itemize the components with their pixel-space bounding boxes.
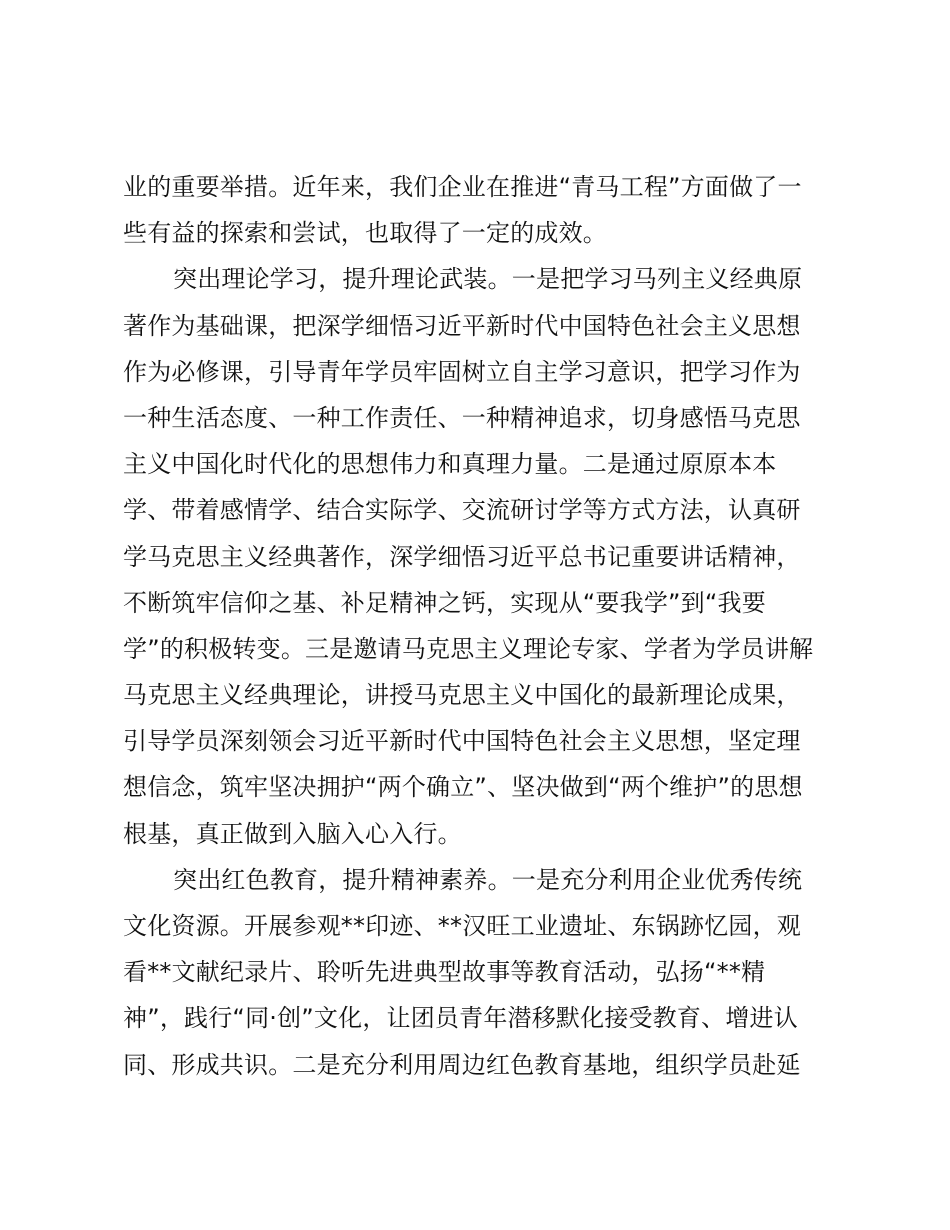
text-line: 文化资源。开展参观**印迹、**汉旺工业遗址、东锅跡忆园，观 — [123, 912, 801, 940]
text-line: 主义中国化时代化的思想伟力和真理力量。二是通过原原本本 — [123, 450, 777, 479]
text-line: 引导学员深刻领会习近平新时代中国特色社会主义思想，坚定理 — [123, 727, 801, 756]
text-line: 学、带着感情学、结合实际学、交流研讨学等方式方法，认真研 — [123, 496, 801, 525]
text-line: 著作为基础课，把深学细悟习近平新时代中国特色社会主义思想 — [123, 311, 801, 340]
text-line: 些有益的探索和尝试，也取得了一定的成效。 — [123, 219, 607, 248]
text-line: 根基，真正做到入脑入心入行。 — [123, 819, 462, 848]
body-text — [123, 164, 843, 1088]
paragraph-start-line: 突出理论学习，提升理论武装。一是把学习马列主义经典原 — [173, 265, 803, 294]
text-line: 马克思主义经典理论，讲授马克思主义中国化的最新理论成果， — [123, 681, 801, 710]
text-line: 学马克思主义经典著作，深学细悟习近平总书记重要讲话精神， — [123, 542, 801, 571]
text-line: 学”的积极转变。三是邀请马克思主义理论专家、学者为学员讲解 — [123, 634, 814, 663]
text-line: 业的重要举措。近年来，我们企业在推进“青马工程”方面做了一 — [123, 173, 802, 201]
text-line: 一种生活态度、一种工作责任、一种精神追求，切身感悟马克思 — [123, 403, 801, 432]
paragraph-start-line: 突出红色教育，提升精神素养。一是充分利用企业优秀传统 — [173, 865, 803, 894]
text-line: 同、形成共识。二是充分利用周边红色教育基地，组织学员赴延 — [123, 1050, 801, 1079]
text-line: 神”，践行“同·创”文化，让团员青年潜移默化接受教育、增进认 — [123, 1004, 798, 1033]
text-line: 想信念，筑牢坚决拥护“两个确立”、坚决做到“两个维护”的思想 — [123, 773, 803, 802]
text-line: 不断筑牢信仰之基、补足精神之钙，实现从“要我学”到“我要 — [123, 588, 766, 617]
text-line: 看**文献纪录片、聆听先进典型故事等教育活动，弘扬“**精 — [123, 958, 766, 987]
text-line: 作为必修课，引导青年学员牢固树立自主学习意识，把学习作为 — [123, 357, 801, 386]
